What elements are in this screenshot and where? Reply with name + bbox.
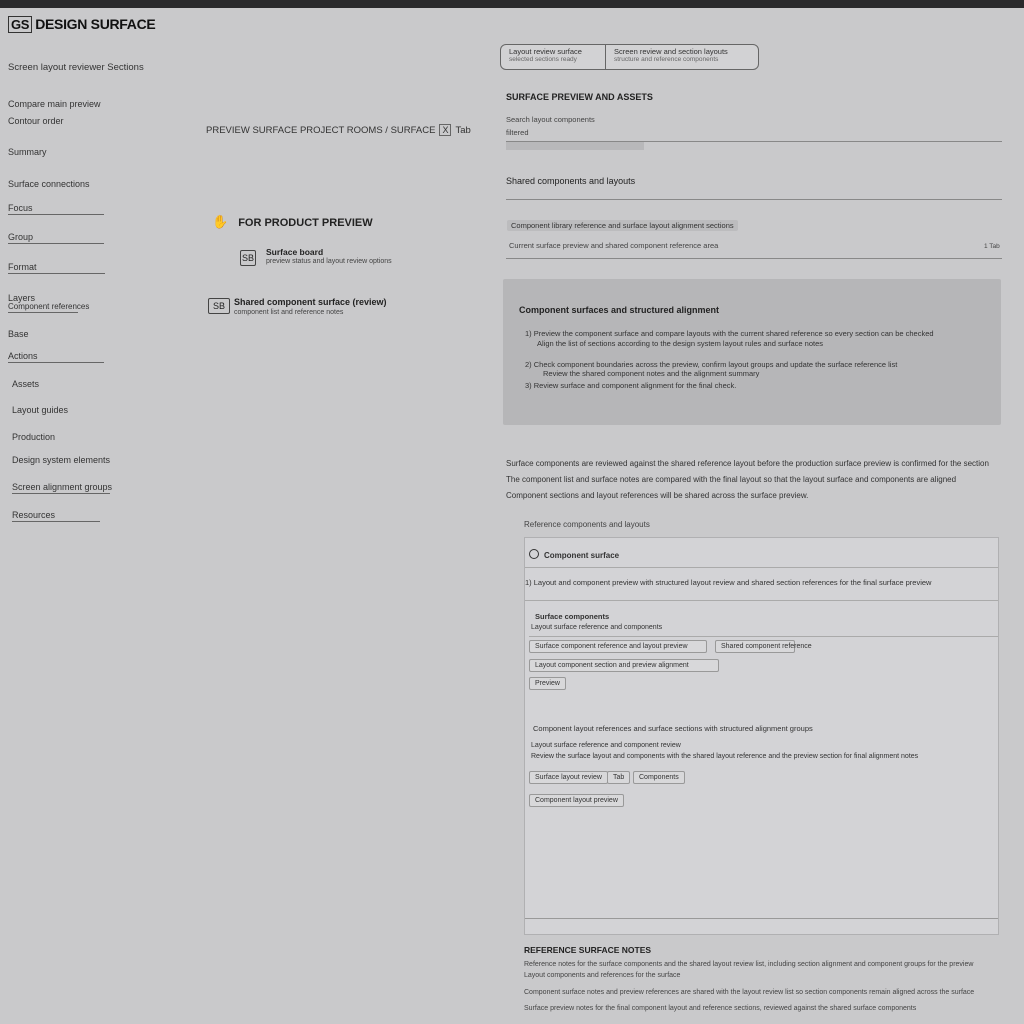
board-icon: SB bbox=[208, 298, 230, 314]
breadcrumb bbox=[206, 124, 471, 136]
tab-bar bbox=[500, 44, 759, 70]
shared-item-title: Shared component surface (review) bbox=[234, 297, 387, 307]
close-icon[interactable]: X bbox=[439, 124, 451, 136]
sidebar-item[interactable]: Contour order bbox=[8, 116, 64, 126]
footer-line: Surface preview notes for the final component layout and reference sections, reviewed against the shared surface components bbox=[524, 1005, 917, 1012]
component-row[interactable]: Surface component reference and layout preview bbox=[529, 640, 707, 653]
panel-header-text: Component surface bbox=[544, 551, 620, 560]
divider bbox=[506, 199, 1002, 200]
divider bbox=[525, 918, 998, 919]
tab-label: Layout review surface bbox=[509, 47, 582, 56]
divider bbox=[506, 258, 1002, 259]
status-chip[interactable]: Component library reference and surface layout alignment sections bbox=[507, 220, 738, 231]
surface-item[interactable] bbox=[240, 247, 392, 267]
sidebar-item[interactable]: Assets bbox=[12, 379, 40, 389]
sidebar-item[interactable]: Resources bbox=[12, 510, 100, 522]
footer-line: Component surface notes and preview references are shared with the layout review list so section components remain aligned across the surface bbox=[524, 989, 975, 996]
divider bbox=[529, 636, 998, 637]
list-item[interactable]: Current surface preview and shared component reference area bbox=[509, 241, 719, 250]
panel-description: 1) Layout and component preview with structured layout review and shared section references for the final surface preview bbox=[525, 578, 932, 587]
block-title: Component layout references and surface sections with structured alignment groups bbox=[533, 724, 813, 733]
panel-header bbox=[529, 549, 619, 560]
app-logo[interactable] bbox=[8, 16, 155, 33]
sidebar-item[interactable]: Design system elements bbox=[12, 455, 111, 465]
shared-item[interactable] bbox=[208, 297, 387, 316]
divider bbox=[525, 567, 998, 568]
info-icon bbox=[529, 549, 539, 559]
board-icon: SB bbox=[240, 250, 256, 266]
warning-title: FOR PRODUCT PREVIEW bbox=[238, 217, 373, 229]
section-title: SURFACE PREVIEW AND ASSETS bbox=[506, 92, 653, 102]
surface-item-title: Surface board bbox=[266, 247, 324, 257]
component-row[interactable]: Layout component section and preview alignment bbox=[529, 659, 719, 672]
breadcrumb-tail: Tab bbox=[455, 125, 471, 136]
sidebar-item[interactable]: Summary bbox=[8, 147, 47, 157]
block-subtitle: Layout surface reference and components bbox=[531, 624, 663, 631]
sidebar-item[interactable]: Focus bbox=[8, 203, 104, 215]
section-title: Shared components and layouts bbox=[506, 176, 636, 186]
shared-item-subtitle: component list and reference notes bbox=[234, 309, 344, 316]
components-button[interactable]: Components bbox=[633, 771, 685, 784]
field-label: Search layout components bbox=[506, 115, 595, 124]
divider bbox=[525, 600, 998, 601]
reference-button[interactable]: Shared component reference bbox=[715, 640, 795, 653]
sidebar-item[interactable]: Format bbox=[8, 262, 105, 274]
logo-mark: GS bbox=[8, 16, 32, 33]
sidebar-item[interactable]: Layers bbox=[8, 293, 36, 303]
hand-icon: ✋ bbox=[212, 214, 229, 229]
tab-sub: structure and reference components bbox=[614, 56, 719, 63]
sidebar-item[interactable]: Screen alignment groups bbox=[12, 482, 113, 492]
field-value: filtered bbox=[506, 128, 529, 137]
component-panel bbox=[524, 537, 999, 935]
notice-box bbox=[503, 279, 1001, 425]
app-title: DESIGN SURFACE bbox=[35, 16, 156, 32]
block-line: Review the surface layout and components with the shared layout reference and the preview section for final alignment notes bbox=[531, 753, 919, 760]
notice-line: Review the shared component notes and the alignment summary bbox=[543, 369, 760, 378]
sidebar-item[interactable]: Component references bbox=[8, 302, 90, 311]
tab-layout-review[interactable] bbox=[501, 45, 606, 69]
sidebar-item[interactable]: Layout guides bbox=[12, 405, 69, 415]
sidebar-item[interactable]: Group bbox=[8, 232, 104, 244]
panel-caption: Reference components and layouts bbox=[524, 520, 650, 529]
layout-review-button[interactable]: Surface layout review bbox=[529, 771, 608, 784]
notice-line: 3) Review surface and component alignment for the final check. bbox=[525, 381, 737, 390]
surface-item-subtitle: preview status and layout review options bbox=[266, 258, 392, 265]
paragraph-line: Component sections and layout references will be shared across the surface preview. bbox=[506, 491, 809, 500]
paragraph-line: The component list and surface notes are compared with the final layout so that the layout surface and components are aligned bbox=[506, 475, 957, 484]
component-row[interactable]: Component layout preview bbox=[529, 794, 624, 807]
footer-title: REFERENCE SURFACE NOTES bbox=[524, 945, 652, 955]
footer-line: Layout components and references for the surface bbox=[524, 972, 681, 979]
tab-screen-review[interactable] bbox=[606, 45, 758, 69]
footer-line: Reference notes for the surface components and the shared layout review list, including section alignment and component groups for the preview bbox=[524, 961, 974, 968]
breadcrumb-path[interactable]: PREVIEW SURFACE PROJECT ROOMS / SURFACE bbox=[206, 125, 436, 136]
sidebar-item[interactable]: Base bbox=[8, 329, 29, 339]
notice-line: 2) Check component boundaries across the preview, confirm layout groups and update the surface reference list bbox=[525, 360, 898, 369]
tab-button[interactable]: Tab bbox=[607, 771, 630, 784]
sidebar-item[interactable]: Production bbox=[12, 432, 56, 442]
sidebar-item[interactable]: Surface connections bbox=[8, 179, 90, 189]
tab-label: Screen review and section layouts bbox=[614, 47, 728, 56]
paragraph-line: Surface components are reviewed against the shared reference layout before the production surface preview is confirmed for the section bbox=[506, 459, 989, 468]
tab-sub: selected sections ready bbox=[509, 56, 577, 63]
notice-line: Align the list of sections according to the design system layout rules and surface notes bbox=[537, 339, 823, 348]
block-title: Surface components bbox=[535, 612, 610, 621]
preview-button[interactable]: Preview bbox=[529, 677, 566, 690]
sidebar-item[interactable]: Compare main preview bbox=[8, 99, 101, 109]
block-line: Layout surface reference and component review bbox=[531, 742, 681, 749]
sidebar-item[interactable]: Actions bbox=[8, 351, 104, 363]
notice-title: Component surfaces and structured alignment bbox=[519, 305, 720, 315]
sidebar-header: Screen layout reviewer Sections bbox=[8, 62, 144, 73]
window-top-bar bbox=[0, 0, 1024, 8]
list-item-tail[interactable]: 1 Tab bbox=[984, 243, 1000, 250]
warning-heading bbox=[212, 214, 373, 230]
notice-line: 1) Preview the component surface and compare layouts with the current shared reference so every section can be checked bbox=[525, 329, 934, 338]
search-input[interactable] bbox=[506, 142, 644, 150]
